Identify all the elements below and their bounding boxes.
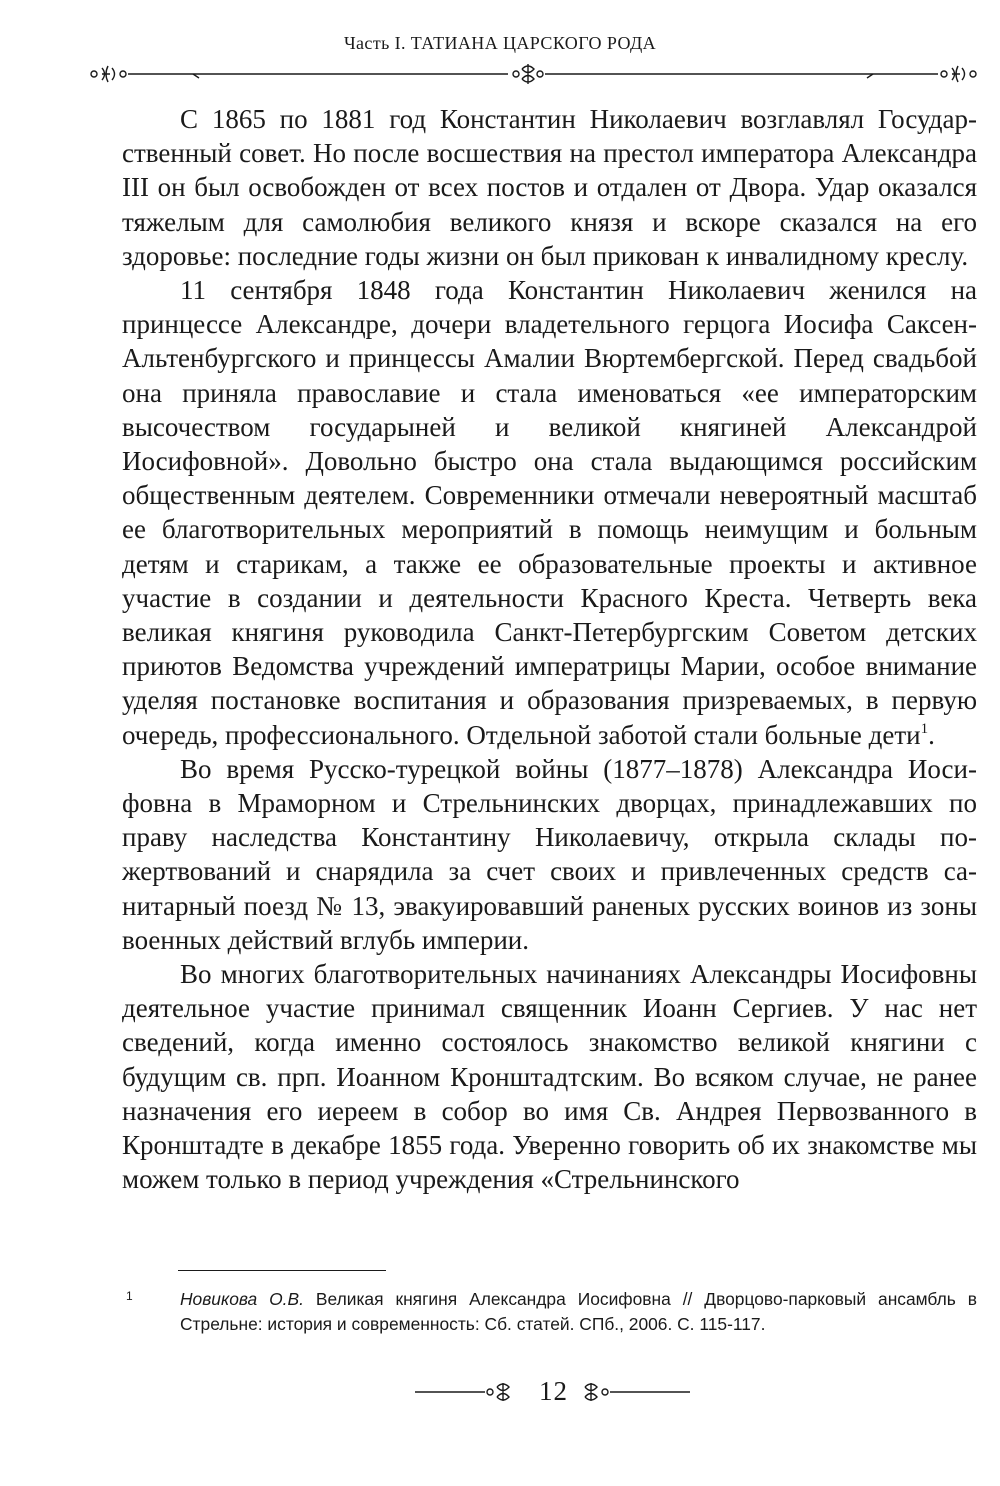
footnote-mark: 1 [126, 1289, 133, 1303]
running-head [0, 33, 1000, 54]
footnote-author: Новикова О.В. [180, 1289, 304, 1309]
paragraph-2 [122, 273, 977, 752]
main-text [122, 102, 977, 1197]
running-head-title: ТАТИАНА ЦАРСКОГО РОДА [410, 33, 657, 53]
running-head-part: Часть I. [343, 33, 406, 53]
paragraph-2-end: . [928, 719, 935, 750]
footnote-text: Великая княгиня Александра Иосифовна // Дворцово-парковый ансамбль в Стрельне: история и современность: Сб. статей. СПб., 2006. С. 115-117. [180, 1289, 977, 1334]
footnote-body [180, 1287, 977, 1337]
header-ornament-rule [88, 60, 978, 88]
paragraph-1: С 1865 по 1881 год Константин Николаевич возглавлял Государственный совет. Но после восшествия на престол императора Александра III он был освобожден от всех постов и отдален от Двора. Удар оказался тяжелым для самолюбия великого князя и вскоре сказался на его здоровье: последние годы жизни он был прикован к инвалидному креслу. [122, 104, 977, 271]
footnote-reference: 1 [920, 720, 929, 737]
paragraph-2-text: 11 сентября 1848 года Константин Николаевич женился на принцессе Александре, дочери владетельного герцога Иосифа Саксен-Альтенбургского и принцессы Амалии Вюртембергской. Перед свадьбой она приняла православие и стала именоваться «ее императорским высочеством государыней и великой княгиней Александрой Иосифовной». Довольно быстро она стала выдающимся российским общественным деятелем. Современники отмечали невероятный масштаб ее благотворительных мероприятий в помощь неимущим и больным детям и старикам, а также ее образовательные проекты и активное участие в создании и деятельности Красного Креста. Четверть века великая княгиня руководила Санкт-Петербургским Советом детских приютов Ведомства учреждений императрицы Марии, особое внимание уделяя постановке воспитания и образования призреваемых, в первую очередь, профессионального. Отдельной заботой стали больные дети [122, 275, 977, 750]
paragraph-3: Во время Русско-турецкой войны (1877–1878) Александра Иосифовна в Мраморном и Стрельнинских дворцах, принадлежавших по праву наследства Константину Николаевичу, открыла склады пожертвований и снарядила за счет своих и привлеченных средств санитарный поезд № 13, эвакуировавший раненых русских воинов из зоны военных действий вглубь империи. [122, 753, 977, 955]
paragraph-4: Во многих благотворительных начинаниях Александры Иосифовны деятельное участие принимал священник Иоанн Сергиев. У нас нет сведений, когда именно состоялось знакомство великой княгини с будущим св. прп. Иоанном Кронштадтским. Во всяком случае, не ранее назначения его иереем в собор во имя Св. Андрея Первозванного в Кронштадте в декабре 1855 года. Уверенно говорить об их знакомстве мы можем только в период учреждения «Стрельнинского [122, 959, 977, 1195]
footnote-separator [178, 1270, 386, 1271]
page-number: 12 [539, 1376, 568, 1406]
footnote [122, 1287, 977, 1337]
